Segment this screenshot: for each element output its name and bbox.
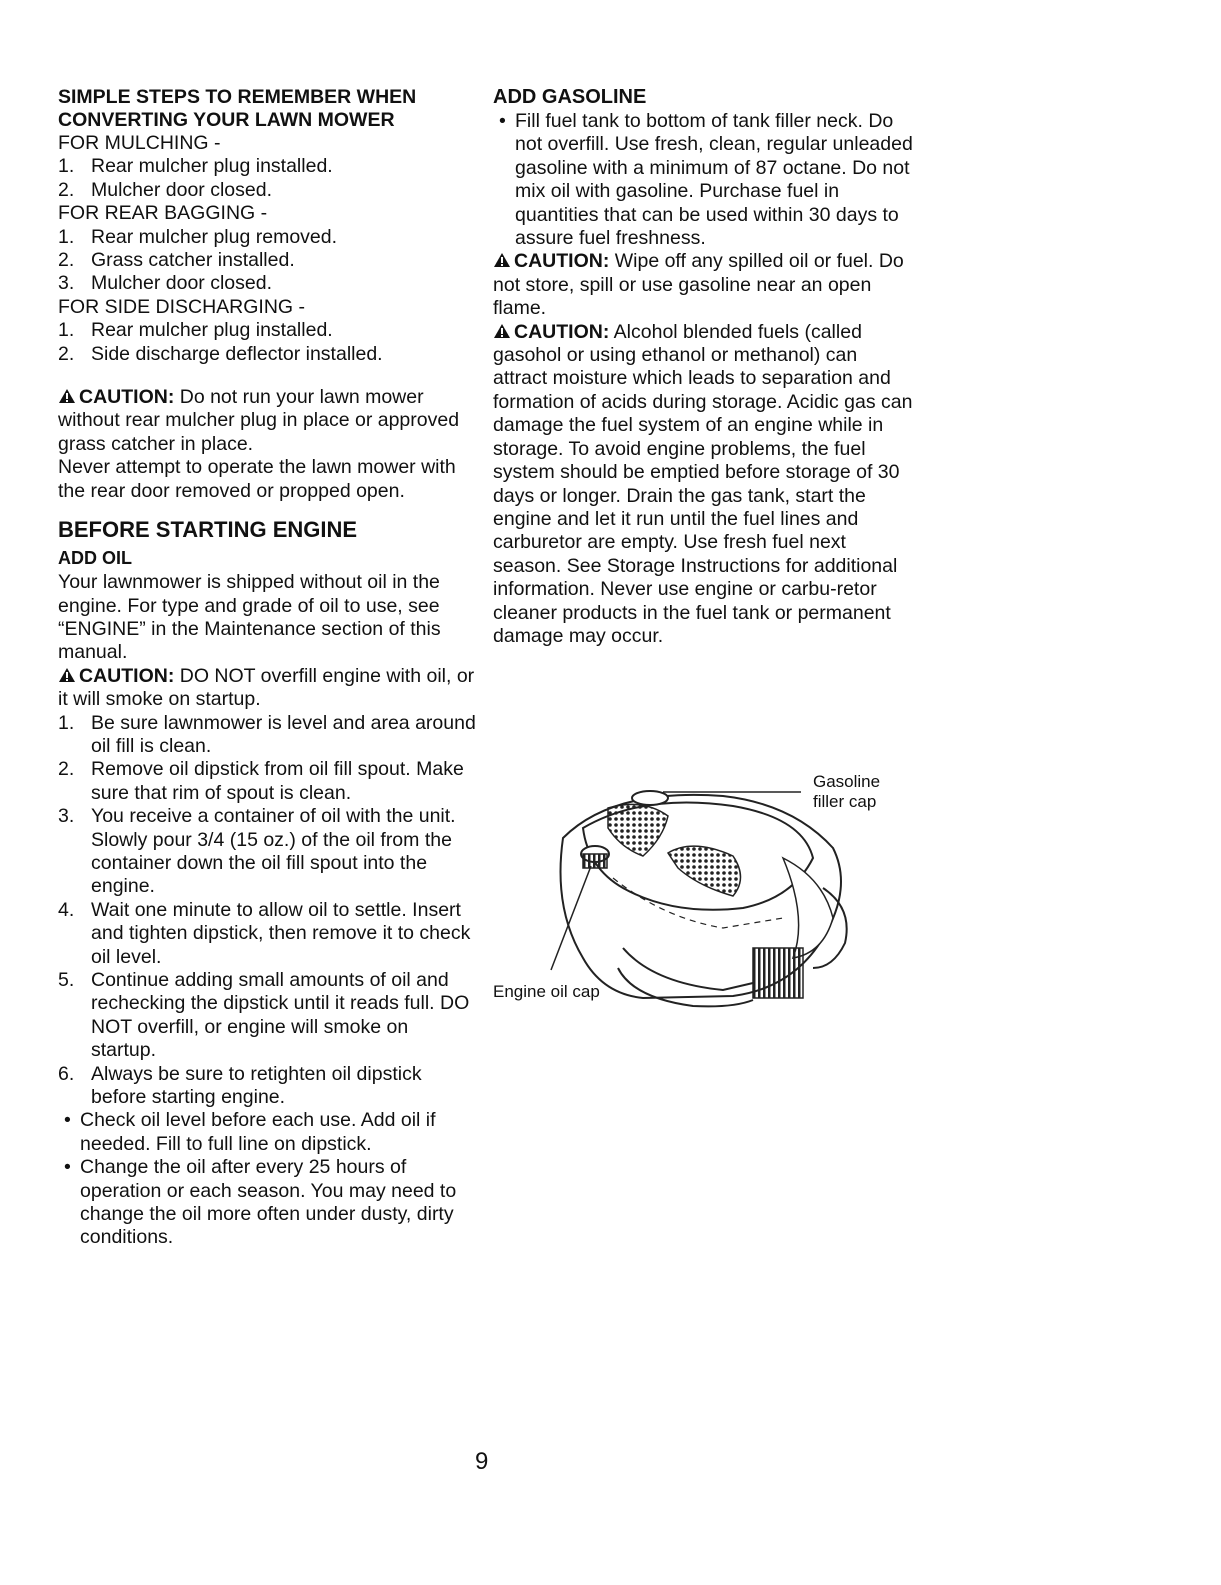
list-item: 2. Mulcher door closed.	[58, 178, 273, 201]
list-item: 4. Wait one minute to allow oil to settle. Insert and tighten dipstick, then remove it to check oil level.	[58, 898, 471, 968]
warning-triangle-icon	[493, 252, 511, 268]
engine-illustration	[493, 768, 913, 1048]
list-item: 1. Rear mulcher plug installed.	[58, 155, 333, 178]
caution-mulcher-note: Never attempt to operate the lawn mower with the rear door removed or propped open.	[58, 456, 456, 502]
list-item: 2. Grass catcher installed.	[58, 249, 295, 272]
caution-spill: CAUTION: Wipe off any spilled oil or fuel. Do not store, spill or use gasoline near an open flame.	[493, 250, 904, 320]
page-number: 9	[475, 1448, 489, 1475]
caution-overfill: CAUTION: DO NOT overfill engine with oil, or it will smoke on startup.	[58, 664, 475, 711]
caution-alcohol-fuels: CAUTION: Alcohol blended fuels (called gasohol or using ethanol or methanol) can attract moisture which leads to separation and formation of acids during storage. Acidic gas can damage the fuel system of an engine while in storage. To avoid engine problems, the fuel system should be emptied before storage of 30 days or longer. Drain the gas tank, start the engine and let it run until the fuel lines and carburetor are empty. Use fresh fuel next season. See Storage Instructions for additional information. Never use engine or carbu-retor cleaner products in the fuel tank or permanent damage may occur.	[493, 320, 913, 647]
warning-triangle-icon	[58, 388, 76, 404]
gasoline-bullets	[493, 110, 913, 250]
warning-triangle-icon	[493, 323, 511, 339]
list-item: 1. Rear mulcher plug installed.	[58, 319, 333, 342]
section-title-before-starting: BEFORE STARTING ENGINE	[58, 517, 358, 543]
side-discharging-label: FOR SIDE DISCHARGING -	[58, 295, 306, 318]
caution-mulcher: CAUTION: Do not run your lawn mower without rear mulcher plug in place or approved grass catcher in place.	[58, 386, 460, 455]
add-oil-heading: ADD OIL	[58, 548, 132, 569]
list-item: 3. Mulcher door closed.	[58, 272, 273, 295]
list-item: • Check oil level before each use. Add oil if needed. Fill to full line on dipstick.	[64, 1109, 436, 1155]
list-item: 2. Remove oil dipstick from oil fill spout. Make sure that rim of spout is clean.	[58, 758, 464, 804]
steps-heading: SIMPLE STEPS TO REMEMBER WHEN CONVERTING YOUR LAWN MOWER	[58, 86, 417, 131]
list-item: 5. Continue adding small amounts of oil and rechecking the dipstick until it reads full. DO NOT overfill, or engine will smoke on startup.	[58, 969, 470, 1062]
left-column	[58, 86, 478, 1250]
list-item: 1. Be sure lawnmower is level and area around oil fill is clean.	[58, 711, 476, 757]
add-oil-bullets	[58, 1109, 478, 1249]
list-item: 2. Side discharge deflector installed.	[58, 342, 383, 365]
mulching-list	[58, 155, 478, 202]
add-gasoline-heading: ADD GASOLINE	[493, 86, 647, 108]
list-item: 3. You receive a container of oil with the unit. Slowly pour 3/4 (15 oz.) of the oil from the container down the oil fill spout into the engine.	[58, 805, 456, 898]
add-oil-steps	[58, 712, 478, 1110]
rear-bagging-label: FOR REAR BAGGING -	[58, 202, 268, 225]
warning-triangle-icon	[58, 667, 76, 683]
list-item: • Fill fuel tank to bottom of tank filler neck. Do not overfill. Use fresh, clean, regular unleaded gasoline with a minimum of 87 octane. Do not mix oil with gasoline. Purchase fuel in quantities that can be used within 30 days to assure fuel freshness.	[499, 110, 913, 250]
rear-bagging-list	[58, 226, 478, 296]
right-column	[493, 86, 913, 648]
add-oil-intro: Your lawnmower is shipped without oil in the engine. For type and grade of oil to use, see “ENGINE” in the Maintenance section of this manual.	[58, 571, 441, 664]
gasoline-filler-cap-label: Gasoline filler cap	[813, 772, 881, 811]
list-item: 1. Rear mulcher plug removed.	[58, 225, 338, 248]
side-discharging-list	[58, 319, 478, 366]
engine-oil-cap-label: Engine oil cap	[493, 982, 600, 1001]
list-item: • Change the oil after every 25 hours of operation or each season. You may need to change the oil more often under dusty, dirty conditions.	[64, 1156, 457, 1249]
list-item: 6. Always be sure to retighten oil dipstick before starting engine.	[58, 1062, 422, 1109]
mulching-label: FOR MULCHING -	[58, 132, 221, 154]
